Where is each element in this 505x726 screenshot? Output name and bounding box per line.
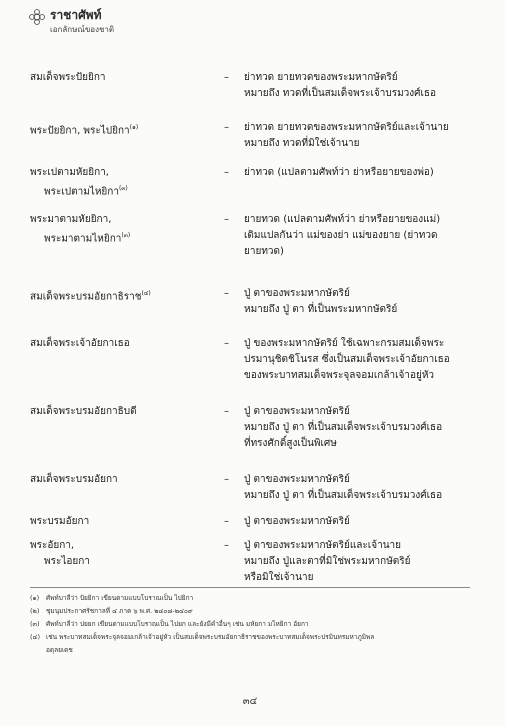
footnote-3: (๓) ศัพท์บาลีว่า ปยยก เขียนตามแบบโบราณเป็น ไปยก และยังมีคำอื่นๆ เช่น มหัยกา มไหยิกา อัยกา — [30, 620, 309, 628]
entry-term: สมเด็จพระบรมอัยกา — [30, 474, 118, 485]
footnote-ref: (๓) — [118, 185, 128, 192]
entry-term: สมเด็จพระปัยยิกา — [30, 72, 106, 83]
footnote-4-cont: อดุลยเดช — [46, 646, 73, 654]
entry-dash: – — [224, 406, 229, 417]
entry-definition: ย่าทวด ยายทวดของพระมหากษัตริย์และเจ้านาย หมายถึง ทวดที่มิใช่เจ้านาย — [244, 122, 449, 149]
entry-definition: ปู่ ของพระมหากษัตริย์ ใช้เฉพาะกรมสมเด็จพระ ปรมานุชิตชิโนรส ซึ่งเป็นสมเด็จพระเจ้าอัยกาเธอ ของพระบาทสมเด็จพระจุลจอมเกล้าเจ้าอยู่หัว — [244, 338, 450, 381]
footnote-1: (๑) ศัพท์บาลีว่า ปัยยิกา เขียนตามแบบโบราณเป็น ไปยิกา — [30, 594, 194, 602]
entry-definition: ปู่ ตาของพระมหากษัตริย์ — [244, 516, 350, 527]
footnote-2: (๒) ชุมนุมประกาศรัชกาลที่ ๔ ภาค ๖ พ.ศ. ๒๔๐๘-๒๔๐๙ — [30, 607, 193, 615]
entry-dash: – — [224, 72, 229, 83]
entry-dash: – — [224, 474, 229, 485]
entry-term: สมเด็จพระเจ้าอัยกาเธอ — [30, 338, 130, 349]
entry-dash: – — [224, 214, 229, 225]
entry-term: พระอัยกา, พระไอยกา — [30, 540, 90, 567]
header-title: ราชาศัพท์ — [50, 8, 102, 22]
entry-term: สมเด็จพระบรมอัยกาธิบดี — [30, 406, 137, 417]
entry-definition: ยายทวด (แปลตามศัพท์ว่า ย่าหรือยายของแม่) เดิมแปลกันว่า แม่ของย่า แม่ของยาย (ย่าทวด ยายทวด) — [244, 214, 441, 257]
entry-dash: – — [224, 167, 229, 178]
entry-term: พระปัยยิกา, พระไปยิกา$^{(๑)}$ — [30, 124, 139, 137]
footnote-ref: (๓) — [121, 232, 131, 239]
footnote-divider — [30, 587, 470, 588]
entry-term: พระบรมอัยกา — [30, 516, 90, 527]
entry-definition: ปู่ ตาของพระมหากษัตริย์ หมายถึง ปู่ ตา ที่เป็นพระมหากษัตริย์ — [244, 288, 398, 315]
page-header — [28, 6, 228, 34]
footnote-ref: (๑) — [129, 124, 139, 131]
entry-dash: – — [224, 338, 229, 349]
entry-term: สมเด็จพระบรมอัยกาธิราช$^{(๔)}$ — [30, 290, 151, 303]
entry-definition: ย่าทวด ยายทวดของพระมหากษัตริย์ หมายถึง ทวดที่เป็นสมเด็จพระเจ้าบรมวงศ์เธอ — [244, 72, 437, 99]
page-number: ๓๔ — [242, 696, 258, 707]
entry-dash: – — [224, 288, 229, 299]
entry-definition: ปู่ ตาของพระมหากษัตริย์และเจ้านาย หมายถึง ปู่และตาที่มิใช่พระมหากษัตริย์ หรือมิใช่เจ้านาย — [244, 540, 411, 583]
footnotes — [30, 592, 480, 657]
entry-dash: – — [224, 122, 229, 133]
entry-term: พระเปตามหัยยิกา, พระเปตามไหยิกา$^{(๓)}$ — [30, 167, 128, 198]
entry-definition: ย่าทวด (แปลตามศัพท์ว่า ย่าหรือยายของพ่อ) — [244, 167, 434, 178]
entry-term: พระมาตามหัยยิกา, พระมาตามไหยิกา$^{(๓)}$ — [30, 214, 131, 245]
entry-definition: ปู่ ตาของพระมหากษัตริย์ หมายถึง ปู่ ตา ที่เป็นสมเด็จพระเจ้าบรมวงศ์เธอ — [244, 474, 443, 501]
flower-logo-icon — [28, 8, 46, 26]
footnote-ref: (๔) — [141, 290, 151, 297]
entry-definition: ปู่ ตาของพระมหากษัตริย์ หมายถึง ปู่ ตา ที่เป็นสมเด็จพระเจ้าบรมวงศ์เธอ ที่ทรงศักดิ์สูงเป็นพิเศษ — [244, 406, 443, 449]
entry-dash: – — [224, 516, 229, 527]
entry-dash: – — [224, 540, 229, 551]
header-subtitle: เอกลักษณ์ของชาติ — [50, 25, 115, 34]
footnote-4: (๔) เช่น พระบาทสมเด็จพระจุลจอมเกล้าเจ้าอยู่หัว เป็นสมเด็จพระบรมอัยกาธิราชของพระบาทสมเด็จพระปรมินทรมหาภูมิพล — [30, 633, 375, 641]
